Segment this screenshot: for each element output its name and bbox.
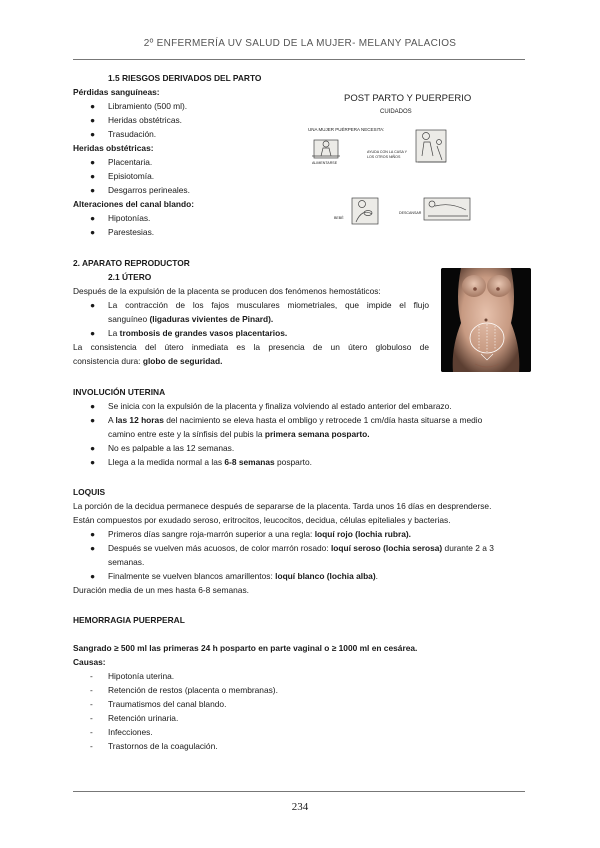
hemorragia-title: HEMORRAGIA PUERPERAL <box>73 615 185 625</box>
footer-divider <box>73 791 525 792</box>
perdidas-title: Pérdidas sanguíneas: <box>73 87 160 97</box>
utero-title: 2.1 ÚTERO <box>108 272 152 282</box>
page-header: 2º ENFERMERÍA UV SALUD DE LA MUJER- MELANY PALACIOS <box>143 38 457 49</box>
baby-care-sketch <box>352 198 378 224</box>
utero-consistencia-line1: La consistencia del útero inmediata es la presencia de un útero globuloso de <box>73 342 429 352</box>
header-divider <box>73 59 525 60</box>
label-descansar: DESCANSAR <box>399 211 422 215</box>
utero-consistencia-line2: consistencia dura: globo de seguridad. <box>73 356 223 366</box>
document-page: 2º ENFERMERÍA UV SALUD DE LA MUJER- MELANY PALACIOS 1.5 RIESGOS DERIVADOS DEL PARTO Pérdidas sanguíneas: ● Libramiento (500 ml). ● Heridas obstétricas. ● Trasudación. Heridas obstétricas: ● Placentaria. ● Episiotomía. ● Desgarros perineales. Alteraciones del canal blando: ● Hipotonías. ● Parestesias. POST PARTO Y PUERPERIO CUIDADOS UNA MUJER PUÉRPERA NECESITA: ALIMENTARSE AYUDA CON LA CASA Y LOS OTROS NIÑOS BEBÉ DESCANSAR 2. APARATO REPRODUCTOR 2.1 ÚTERO Después de la expulsión de la placenta se producen dos fenómenos hemostáticos: ● La contracción de los fajos musculares miometriales, que impide el flujo sanguíneo (ligaduras vivientes de Pinard). ● La trombosis de grandes vasos placentarios. La consistencia del útero inmediata es la presencia de un útero globuloso de consistencia dura: globo de seguridad. INVOLUCIÓN UTERINA ● Se inicia con la expulsión de la placenta y finaliza volviendo al estado anterior del embarazo. ● A las 12 horas del nacimiento se eleva hasta el ombligo y retrocede 1 cm/día hasta situarse a medio camino entre este y la sínfisis del pubis la primera semana posparto. ● No es palpable a las 12 semanas. ● Llega a la medida normal a las 6-8 semanas posparto. LOQUIS La porción de la decidua permanece después de separarse de la placenta. Tarda unos 16 días en desprenderse. Están compuestos por exudado seroso, eritrocitos, leucocitos, decidua, células epiteliales y bacterias. ● Primeros días sangre roja-marrón superior a una regla: loquí rojo (lochia rubra). ● Después se vuelven más acuosos, de color marrón rosado: loquí seroso (lochia serosa) durante 2 a 3 semanas. ● Finalmente se vuelven blancos amarillentos: loquí blanco (lochia alba). Duración media de un mes hasta 6-8 semanas. HEMORRAGIA PUERPERAL Sangrado ≥ 500 ml las primeras 24 h posparto en parte vaginal o ≥ 1000 ml en cesárea. Causas: - Hipotonía uterina. - Retención de restos (placenta o membranas). - Traumatismos del canal blando. - Retención urinaria. - Infecciones. - Trastornos de la coagulación. 234 <box>0 0 600 848</box>
household-help-sketch <box>416 130 446 162</box>
abdomen-image <box>441 268 531 372</box>
care-sketches <box>306 90 486 240</box>
illustration-caption: UNA MUJER PUÉRPERA NECESITA: <box>308 127 385 132</box>
page-number: 234 <box>291 801 309 813</box>
loquis-line1: La porción de la decidua permanece después de separarse de la placenta. Tarda unos 16 días en desprenderse. <box>73 501 492 511</box>
loquis-item2-line2: semanas. <box>108 557 145 567</box>
utero-intro: Después de la expulsión de la placenta se producen dos fenómenos hemostáticos: <box>73 286 381 296</box>
label-ayuda: AYUDA CON LA CASA Y LOS OTROS NIÑOS <box>367 150 407 159</box>
hemorragia-definition: Sangrado ≥ 500 ml las primeras 24 h posparto en parte vaginal o ≥ 1000 ml en cesárea. <box>73 643 418 653</box>
loquis-title: LOQUIS <box>73 487 106 497</box>
eating-woman-sketch <box>312 140 340 158</box>
involucion-title: INVOLUCIÓN UTERINA <box>73 387 166 397</box>
involucion-item2-line2: camino entre este y la sínfisis del pubis la primera semana posparto. <box>108 429 370 439</box>
resting-woman-sketch <box>424 198 470 220</box>
postpartum-abdomen-photo <box>441 268 531 372</box>
causas-title: Causas: <box>73 657 106 667</box>
utero-item1-line2: sanguíneo (ligaduras vivientes de Pinard). <box>108 314 274 324</box>
postpartum-care-illustration <box>306 90 486 240</box>
heridas-title: Heridas obstétricas: <box>73 143 154 153</box>
loquis-duration: Duración media de un mes hasta 6-8 semanas. <box>73 585 249 595</box>
aparato-title: 2. APARATO REPRODUCTOR <box>73 258 190 268</box>
label-alimentarse: ALIMENTARSE <box>312 161 338 165</box>
illustration-subtitle: CUIDADOS <box>380 109 412 115</box>
loquis-line2: Están compuestos por exudado seroso, eritrocitos, leucocitos, decidua, células epiteliales y bacterias. <box>73 515 451 525</box>
illustration-title: POST PARTO Y PUERPERIO <box>344 93 472 104</box>
label-bebe: BEBÉ <box>334 216 344 220</box>
riesgos-title: 1.5 RIESGOS DERIVADOS DEL PARTO <box>108 73 262 83</box>
alteraciones-title: Alteraciones del canal blando: <box>73 199 195 209</box>
